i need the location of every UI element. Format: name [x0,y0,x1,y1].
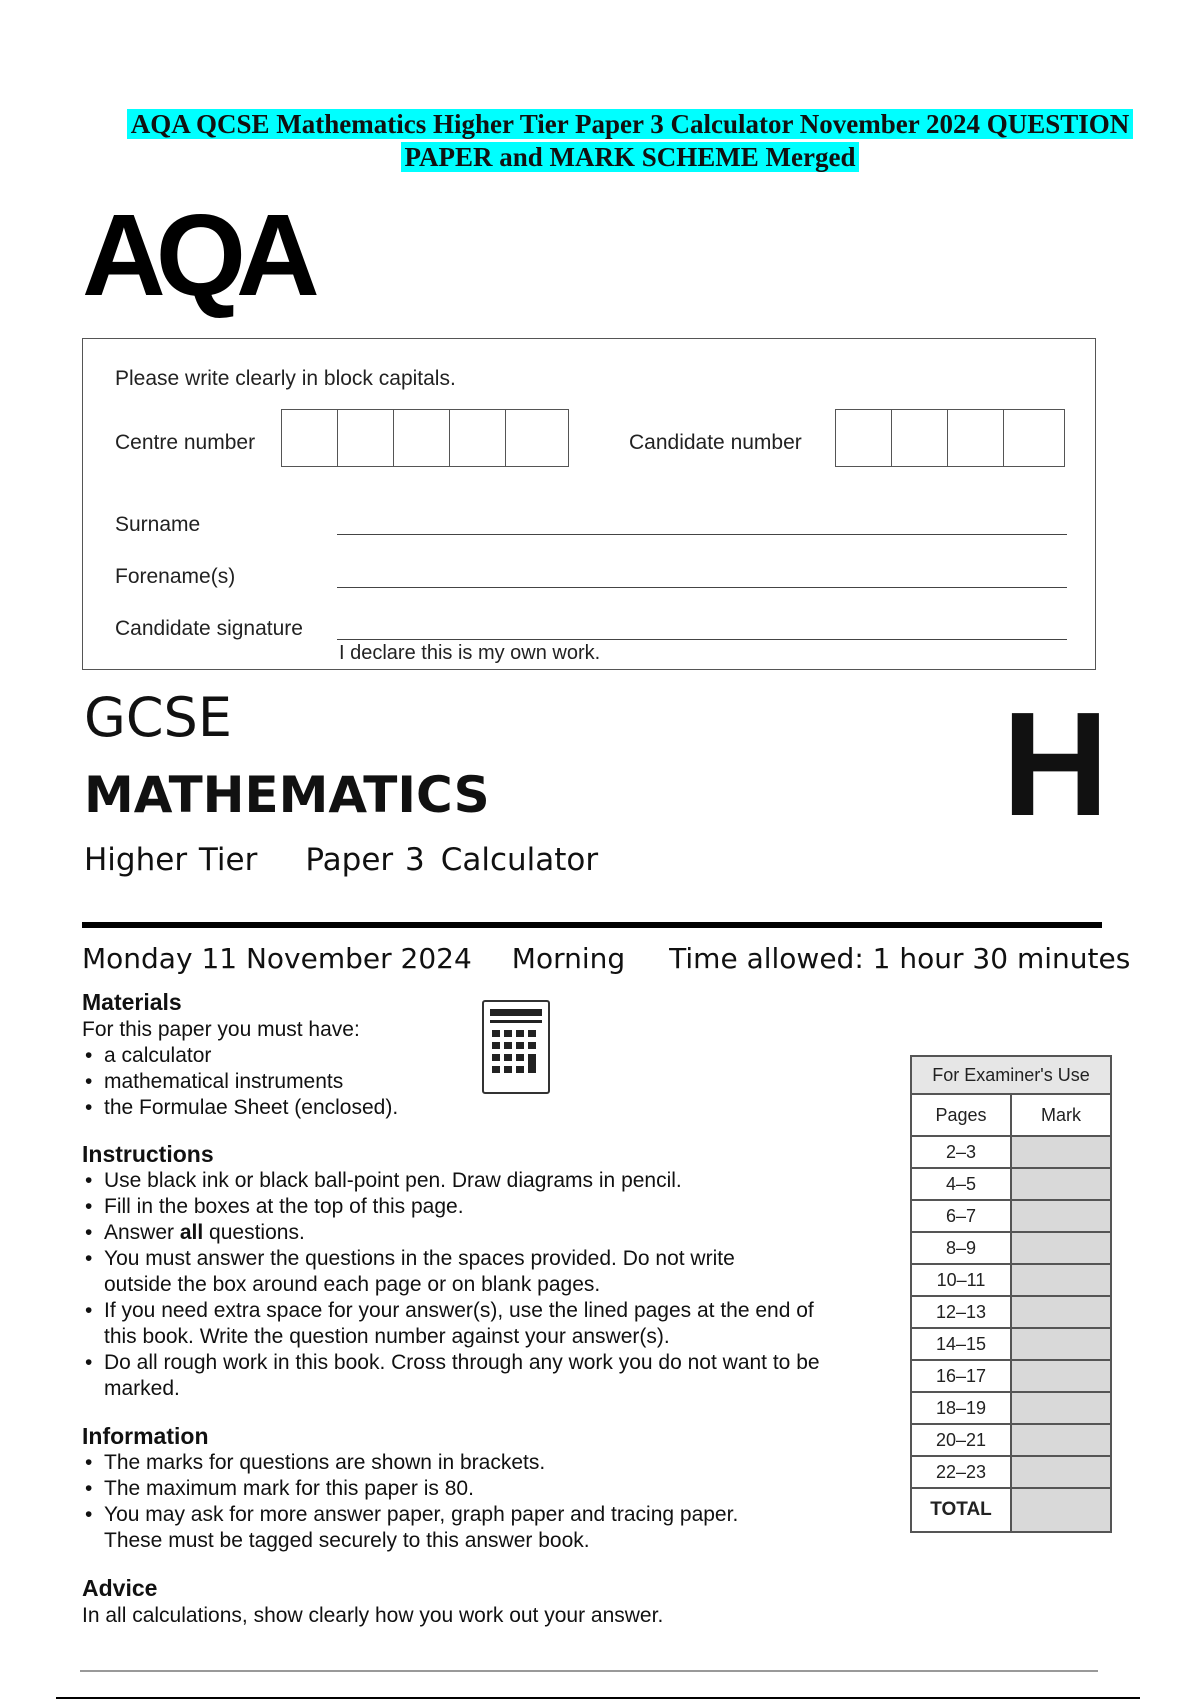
page-edge-divider [56,1697,1140,1699]
advice-section [82,1574,842,1629]
session-line [82,940,1130,978]
candidate-number-label: Candidate number [629,431,802,454]
paper-label: Paper 3 [305,842,425,878]
subject-title: MATHEMATICS [84,766,490,824]
tier-label: Higher Tier [84,842,258,878]
instructions-list [82,1168,842,1402]
list-item: • Fill in the boxes at the top of this page. [82,1194,842,1220]
candidate-digit-box[interactable] [892,410,948,466]
table-row [911,1360,1111,1392]
mark-cell [1011,1392,1111,1424]
signature-label: Candidate signature [115,617,303,640]
answer-all-emphasis: all [179,1221,204,1244]
pages-cell: 6–7 [911,1200,1011,1232]
mark-cell [1011,1168,1111,1200]
tier-letter: H [1002,682,1109,847]
pages-cell: 4–5 [911,1168,1011,1200]
list-item [82,1220,842,1246]
centre-digit-box[interactable] [450,410,506,466]
aqa-logo: AQA [82,190,310,320]
total-label: TOTAL [911,1488,1011,1532]
mark-cell [1011,1328,1111,1360]
materials-section [82,988,502,1121]
table-row [911,1136,1111,1168]
document-banner-title [90,108,1170,174]
centre-digit-box[interactable] [394,410,450,466]
advice-heading: Advice [82,1575,158,1601]
list-item: • the Formulae Sheet (enclosed). [82,1095,502,1121]
list-item: • If you need extra space for your answer(s), use the lined pages at the end of this book. Write the question number against your answer(s). [82,1298,844,1350]
table-row [911,1296,1111,1328]
calculator-icon [482,1000,550,1094]
mark-cell [1011,1200,1111,1232]
candidate-digit-box[interactable] [836,410,892,466]
qualification-title: GCSE [84,686,232,749]
tier-paper-line [84,840,598,880]
table-row [911,1200,1111,1232]
materials-list [82,1043,502,1121]
list-item: • You may ask for more answer paper, graph paper and tracing paper. These must be tagged securely to this answer book. [82,1502,794,1554]
banner-line-2: PAPER and MARK SCHEME Merged [401,142,860,172]
total-mark-cell [1011,1488,1111,1532]
pages-cell: 16–17 [911,1360,1011,1392]
list-item: • Do all rough work in this book. Cross through any work you do not want to be marked. [82,1350,854,1402]
footer-divider [80,1670,1098,1672]
instructions-section [82,1140,842,1402]
forename-label: Forename(s) [115,565,236,588]
information-heading: Information [82,1423,209,1449]
centre-digit-box[interactable] [506,410,562,466]
exam-session: Morning [511,942,626,975]
mark-column-header: Mark [1011,1094,1111,1136]
pages-column-header: Pages [911,1094,1011,1136]
advice-text: In all calculations, show clearly how you work out your answer. [82,1604,664,1627]
examiner-table-heading: For Examiner's Use [911,1056,1111,1094]
exam-date: Monday 11 November 2024 [82,942,472,975]
instructions-heading: Instructions [82,1141,214,1167]
table-row [911,1232,1111,1264]
surname-label: Surname [115,513,201,536]
centre-number-label: Centre number [115,431,256,454]
mark-cell [1011,1424,1111,1456]
mark-cell [1011,1136,1111,1168]
answer-all-suffix: questions. [203,1221,305,1244]
table-row [911,1392,1111,1424]
candidate-digit-box[interactable] [948,410,1004,466]
mark-cell [1011,1296,1111,1328]
table-row [911,1264,1111,1296]
declaration-text: I declare this is my own work. [339,642,601,664]
pages-cell: 14–15 [911,1328,1011,1360]
list-item: • The marks for questions are shown in brackets. [82,1450,802,1476]
materials-intro: For this paper you must have: [82,1018,360,1041]
pages-cell: 12–13 [911,1296,1011,1328]
information-list [82,1450,802,1554]
candidate-number-input[interactable] [835,409,1065,467]
signature-field[interactable] [337,639,1067,640]
list-item: • Use black ink or black ball-point pen. Draw diagrams in pencil. [82,1168,842,1194]
block-capitals-instruction: Please write clearly in block capitals. [115,367,456,390]
materials-heading: Materials [82,989,182,1015]
information-section [82,1422,802,1554]
centre-number-input[interactable] [281,409,569,467]
calculator-label: Calculator [440,842,599,878]
answer-all-prefix: Answer [104,1221,180,1244]
list-item: • a calculator [82,1043,502,1069]
candidate-details-box [82,338,1096,670]
table-row [911,1488,1111,1532]
pages-cell: 2–3 [911,1136,1011,1168]
pages-cell: 8–9 [911,1232,1011,1264]
pages-cell: 18–19 [911,1392,1011,1424]
table-row [911,1424,1111,1456]
table-row [911,1168,1111,1200]
centre-digit-box[interactable] [282,410,338,466]
time-allowed: Time allowed: 1 hour 30 minutes [669,942,1131,975]
surname-field[interactable] [337,534,1067,535]
centre-digit-box[interactable] [338,410,394,466]
candidate-digit-box[interactable] [1004,410,1060,466]
header-divider [82,922,1102,928]
pages-cell: 20–21 [911,1424,1011,1456]
table-row [911,1328,1111,1360]
forename-field[interactable] [337,587,1067,588]
mark-cell [1011,1232,1111,1264]
pages-cell: 22–23 [911,1456,1011,1488]
list-item: • The maximum mark for this paper is 80. [82,1476,802,1502]
examiner-use-table [910,1055,1112,1533]
mark-cell [1011,1360,1111,1392]
list-item: • You must answer the questions in the spaces provided. Do not write outside the box around each page or on blank pages. [82,1246,804,1298]
pages-cell: 10–11 [911,1264,1011,1296]
mark-cell [1011,1456,1111,1488]
mark-cell [1011,1264,1111,1296]
list-item: • mathematical instruments [82,1069,502,1095]
banner-line-1: AQA QCSE Mathematics Higher Tier Paper 3 Calculator November 2024 QUESTION [127,109,1134,139]
table-row [911,1456,1111,1488]
